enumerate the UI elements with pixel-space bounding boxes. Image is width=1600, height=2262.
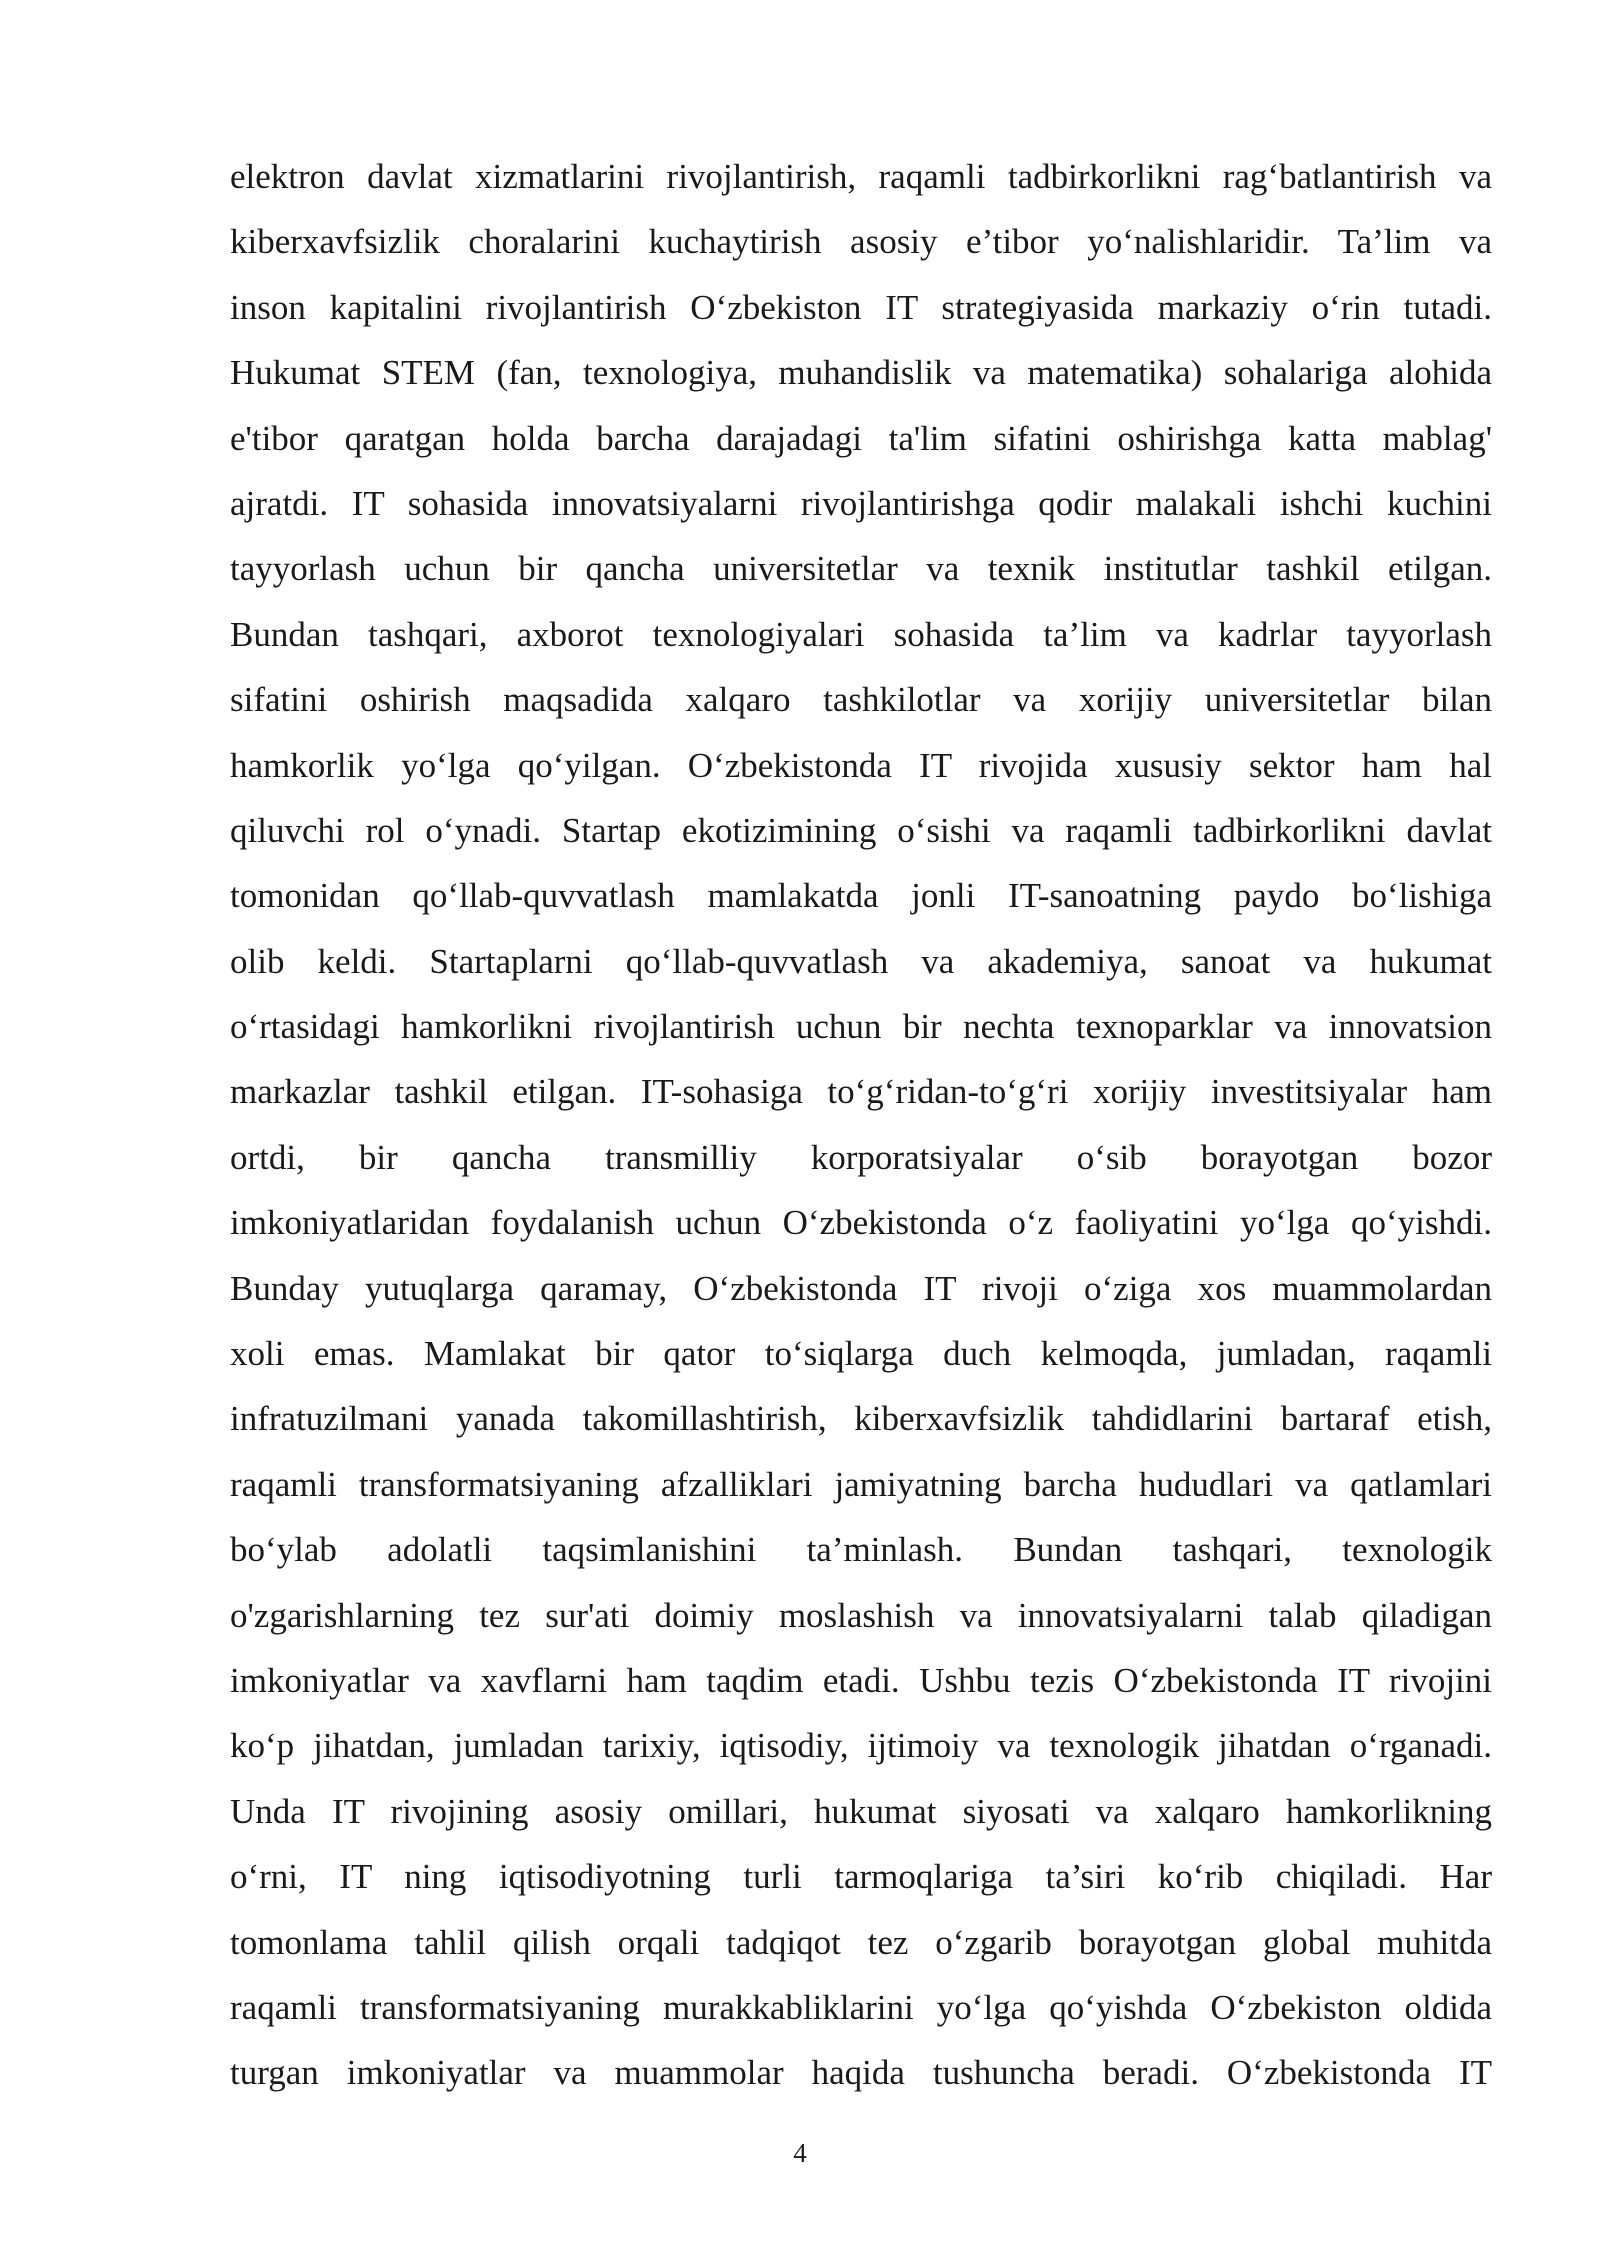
text-line: imkoniyatlar va xavflarni ham taqdim etadi. Ushbu tezis O‘zbekistonda IT rivojini — [230, 1660, 1492, 1700]
text-line: inson kapitalini rivojlantirish O‘zbekiston IT strategiyasida markaziy o‘rin tutadi. — [230, 287, 1492, 327]
text-line: raqamli transformatsiyaning murakkabliklarini yo‘lga qo‘yishda O‘zbekiston oldida — [230, 1987, 1492, 2027]
text-line: e'tibor qaratgan holda barcha darajadagi ta'lim sifatini oshirishga katta mablag' — [230, 418, 1492, 458]
text-line: qiluvchi rol o‘ynadi. Startap ekotizimining o‘sishi va raqamli tadbirkorlikni davlat — [230, 810, 1492, 850]
text-line: o‘rtasidagi hamkorlikni rivojlantirish uchun bir nechta texnoparklar va innovatsion — [230, 1007, 1492, 1047]
text-line: sifatini oshirish maqsadida xalqaro tashkilotlar va xorijiy universitetlar bilan — [230, 680, 1492, 720]
text-line: hamkorlik yo‘lga qo‘yilgan. O‘zbekistonda IT rivojida xususiy sektor ham hal — [230, 745, 1492, 785]
text-line: kiberxavfsizlik choralarini kuchaytirish asosiy e’tibor yo‘nalishlaridir. Ta’lim va — [230, 222, 1492, 262]
page-number: 4 — [793, 2138, 807, 2168]
text-line: tomonidan qo‘llab-quvvatlash mamlakatda jonli IT-sanoatning paydo bo‘lishiga — [230, 876, 1492, 916]
body-paragraph — [230, 148, 1492, 2110]
text-line: Bundan tashqari, axborot texnologiyalari sohasida ta’lim va kadrlar tayyorlash — [230, 614, 1492, 654]
text-line: bo‘ylab adolatli taqsimlanishini ta’minlash. Bundan tashqari, texnologik — [230, 1530, 1492, 1570]
text-line: Hukumat STEM (fan, texnologiya, muhandislik va matematika) sohalariga alohida — [230, 353, 1492, 393]
text-line: ortdi, bir qancha transmilliy korporatsiyalar o‘sib borayotgan bozor — [230, 1137, 1492, 1177]
text-line: tayyorlash uchun bir qancha universitetlar va texnik institutlar tashkil etilgan. — [230, 549, 1492, 589]
text-line: raqamli transformatsiyaning afzalliklari jamiyatning barcha hududlari va qatlamlari — [230, 1464, 1492, 1504]
text-line: markazlar tashkil etilgan. IT-sohasiga to‘g‘ridan-to‘g‘ri xorijiy investitsiyalar ham — [230, 1072, 1492, 1112]
text-line: ko‘p jihatdan, jumladan tarixiy, iqtisodiy, ijtimoiy va texnologik jihatdan o‘rganadi. — [230, 1726, 1492, 1766]
text-line: infratuzilmani yanada takomillashtirish, kiberxavfsizlik tahdidlarini bartaraf etish, — [230, 1399, 1492, 1439]
text-line: Unda IT rivojining asosiy omillari, hukumat siyosati va xalqaro hamkorlikning — [230, 1791, 1492, 1831]
text-line: olib keldi. Startaplarni qo‘llab-quvvatlash va akademiya, sanoat va hukumat — [230, 941, 1492, 981]
text-line: xoli emas. Mamlakat bir qator to‘siqlarga duch kelmoqda, jumladan, raqamli — [230, 1334, 1492, 1374]
text-line: imkoniyatlaridan foydalanish uchun O‘zbekistonda o‘z faoliyatini yo‘lga qo‘yishdi. — [230, 1203, 1492, 1243]
text-line: turgan imkoniyatlar va muammolar haqida tushuncha beradi. O‘zbekistonda IT — [230, 2053, 1492, 2093]
text-line: tomonlama tahlil qilish orqali tadqiqot tez o‘zgarib borayotgan global muhitda — [230, 1922, 1492, 1962]
text-line: elektron davlat xizmatlarini rivojlantirish, raqamli tadbirkorlikni rag‘batlantirish va — [230, 157, 1492, 196]
text-line: o‘rni, IT ning iqtisodiyotning turli tarmoqlariga ta’siri ko‘rib chiqiladi. Har — [230, 1857, 1492, 1897]
text-line: Bunday yutuqlarga qaramay, O‘zbekistonda IT rivoji o‘ziga xos muammolardan — [230, 1268, 1492, 1308]
text-line: o'zgarishlarning tez sur'ati doimiy moslashish va innovatsiyalarni talab qiladigan — [230, 1595, 1492, 1635]
text-line: ajratdi. IT sohasida innovatsiyalarni rivojlantirishga qodir malakali ishchi kuchini — [230, 483, 1492, 523]
